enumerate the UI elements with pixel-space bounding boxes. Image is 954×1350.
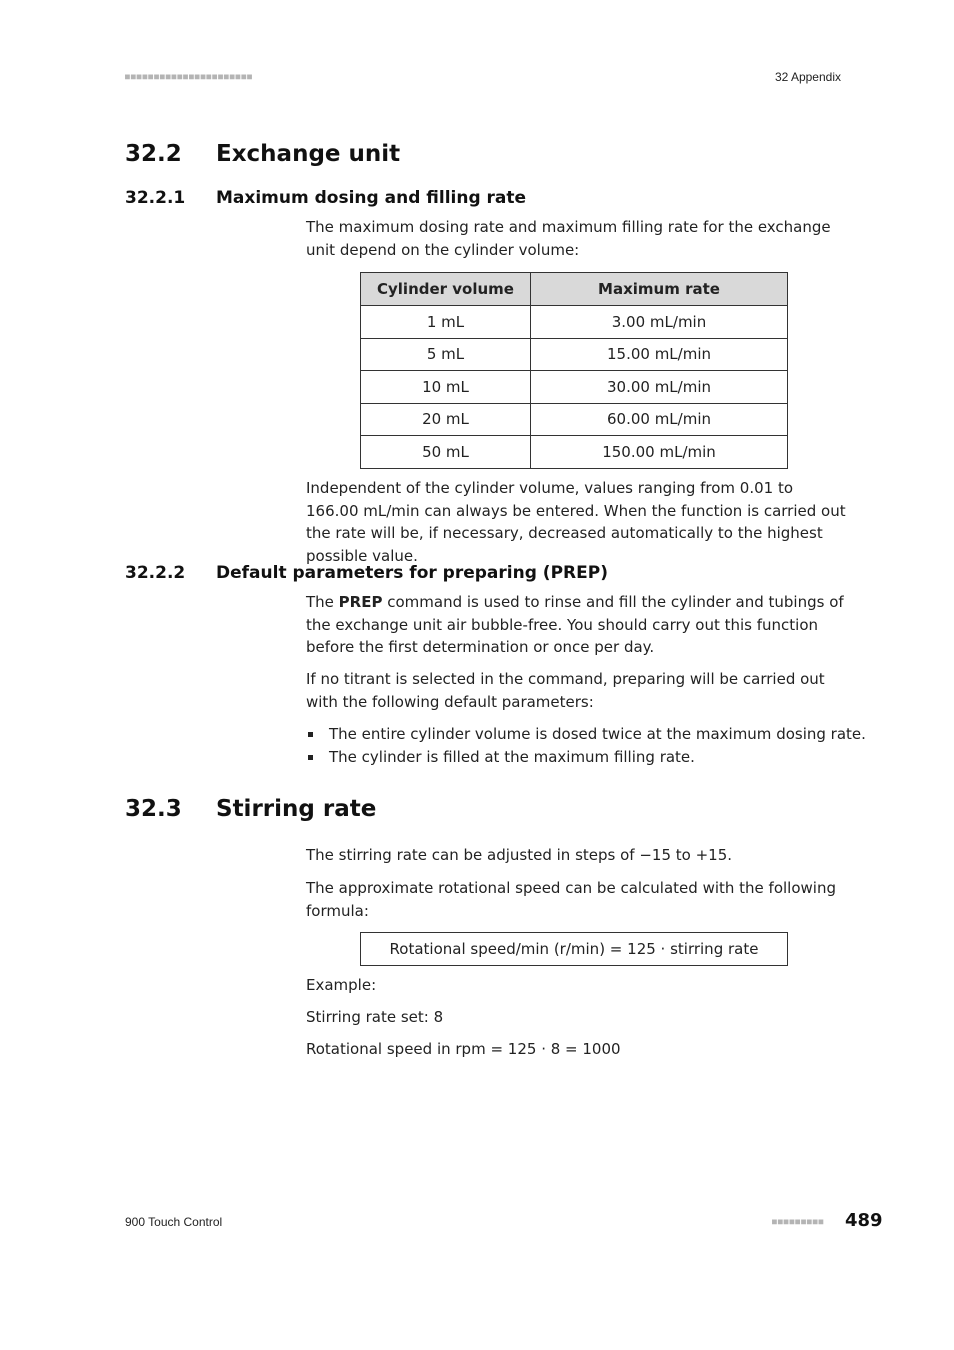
table-header-maximum-rate: Maximum rate (531, 273, 788, 306)
default-parameters-list (306, 723, 866, 768)
table-row (361, 436, 788, 469)
table-cell-volume: 1 mL (361, 306, 531, 339)
section-heading-32-3 (125, 796, 376, 822)
header-chapter-title: 32 Appendix (774, 70, 841, 84)
list-item (306, 746, 866, 769)
example-rotational-speed: Rotational speed in rpm = 125 · 8 = 1000 (306, 1040, 621, 1058)
bullet-square-icon (308, 755, 313, 760)
table-cell-rate: 150.00 mL/min (531, 436, 788, 469)
table-cell-volume: 10 mL (361, 371, 531, 404)
example-label: Example: (306, 976, 377, 994)
prep-command-name: PREP (338, 593, 383, 611)
table-cell-rate: 30.00 mL/min (531, 371, 788, 404)
prep-text-after: command is used to rinse and fill the cylinder and tubings of the exchange unit air bubble-free. You should carry out this function before the first determination or once per day. (306, 593, 844, 656)
formula-box (360, 932, 788, 966)
bullet-square-icon (308, 732, 313, 737)
table-header-row (361, 273, 788, 306)
table-cell-volume: 20 mL (361, 403, 531, 436)
subsection-number: 32.2.1 (125, 188, 186, 208)
table-row (361, 371, 788, 404)
rate-range-note: Independent of the cylinder volume, values ranging from 0.01 to 166.00 mL/min can always be entered. When the function is carried out the rate will be, if necessary, decreased automatically to the highest possible value. (306, 479, 846, 565)
table-cell-rate: 3.00 mL/min (531, 306, 788, 339)
cylinder-rate-table (360, 272, 788, 469)
footer-decoration: ■■■■■■■■■ (772, 1217, 825, 1226)
subsection-number: 32.2.2 (125, 563, 186, 583)
list-item (306, 723, 866, 746)
formula-text: Rotational speed/min (r/min) = 125 · stirring rate (389, 940, 759, 958)
formula-intro: The approximate rotational speed can be calculated with the following formula: (306, 879, 836, 920)
table-row (361, 403, 788, 436)
section-title: Stirring rate (216, 796, 377, 822)
section-number: 32.2 (125, 141, 182, 167)
header-decoration: ■■■■■■■■■■■■■■■■■■■■■■ (125, 72, 253, 81)
subsection-heading-32-2-2 (125, 563, 608, 583)
footer-product-name: 900 Touch Control (125, 1215, 223, 1229)
section-number: 32.3 (125, 796, 182, 822)
default-parameters-intro: If no titrant is selected in the command, preparing will be carried out with the following default parameters: (306, 670, 825, 711)
subsection-title: Default parameters for preparing (PREP) (216, 563, 608, 583)
prep-text-before: The (306, 593, 339, 611)
section-heading-32-2 (125, 141, 400, 167)
subsection-heading-32-2-1 (125, 188, 526, 208)
example-stirring-rate: Stirring rate set: 8 (306, 1008, 444, 1026)
list-item-text: The cylinder is filled at the maximum filling rate. (329, 747, 695, 766)
table-cell-rate: 15.00 mL/min (531, 338, 788, 371)
dosing-rate-intro: The maximum dosing rate and maximum filling rate for the exchange unit depend on the cylinder volume: (306, 218, 831, 259)
table-row (361, 338, 788, 371)
stirring-steps-text: The stirring rate can be adjusted in steps of −15 to +15. (306, 846, 733, 864)
table-cell-volume: 50 mL (361, 436, 531, 469)
table-cell-volume: 5 mL (361, 338, 531, 371)
page-number: 489 (845, 1210, 883, 1231)
subsection-title: Maximum dosing and filling rate (216, 188, 527, 208)
table-cell-rate: 60.00 mL/min (531, 403, 788, 436)
list-item-text: The entire cylinder volume is dosed twice at the maximum dosing rate. (329, 725, 866, 743)
table-header-cylinder-volume: Cylinder volume (361, 273, 531, 306)
section-title: Exchange unit (216, 141, 401, 167)
table-row (361, 306, 788, 339)
prep-description (306, 591, 846, 659)
